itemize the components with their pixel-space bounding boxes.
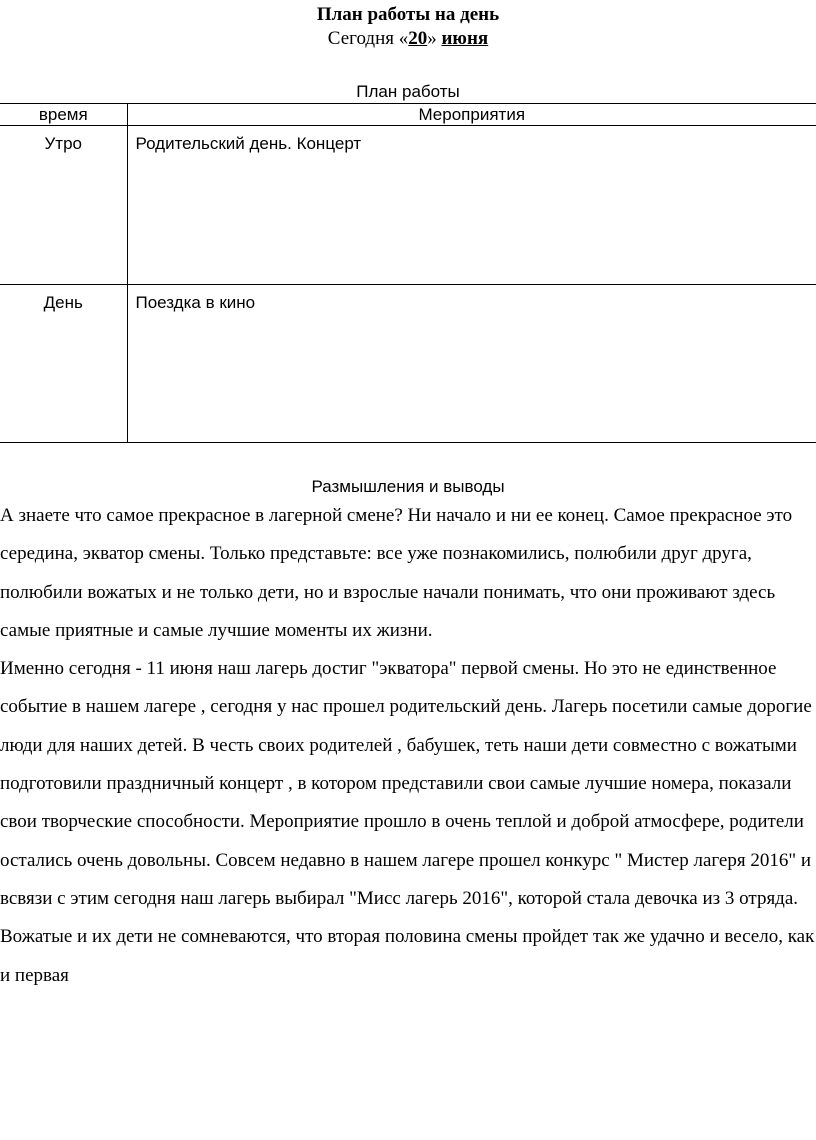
date-day: 20 bbox=[408, 28, 428, 49]
event-cell: Родительский день. Концерт bbox=[127, 126, 816, 285]
column-header-events: Мероприятия bbox=[127, 104, 816, 126]
time-cell: Утро bbox=[0, 126, 127, 285]
date-month: июня bbox=[441, 28, 489, 49]
plan-caption: План работы bbox=[356, 82, 460, 101]
table-row bbox=[0, 126, 816, 285]
column-header-time: время bbox=[0, 104, 127, 126]
date-line bbox=[0, 27, 816, 51]
event-cell: Поездка в кино bbox=[127, 285, 816, 443]
table-header-row bbox=[0, 104, 816, 126]
date-prefix: Сегодня « bbox=[327, 28, 409, 49]
paragraph: А знаете что самое прекрасное в лагерной смене? Ни начало и ни ее конец. Самое прекрасное это середина, экватор смены. Только представьте: все уже познакомились, полюбили друг друга, полюбили вожатых и не только дети, но и взрослые начали понимать, что они проживают здесь самые приятные и самые лучшие моменты их жизни. bbox=[0, 505, 793, 641]
date-mid: » bbox=[427, 28, 442, 49]
time-cell: День bbox=[0, 285, 127, 443]
paragraph: Именно сегодня - 11 июня наш лагерь достиг "экватора" первой смены. Но это не единственное событие в нашем лагере , сегодня у нас прошел родительский день. Лагерь посетили самые дорогие люди для наших детей. В честь своих родителей , бабушек, теть наши дети совместно с вожатыми подготовили праздничный концерт , в котором представили свои самые лучшие номера, показали свои творческие способности. Мероприятие прошло в очень теплой и доброй атмосфере, родители остались очень довольны. Совсем недавно в нашем лагере прошел конкурс " Мистер лагеря 2016" и всвязи с этим сегодня наш лагерь выбирал "Мисс лагерь 2016", которой стала девочка из 3 отряда. bbox=[0, 658, 812, 909]
table-row bbox=[0, 285, 816, 443]
paragraph: Вожатые и их дети не сомневаются, что вторая половина смены пройдет так же удачно и весело, как и первая bbox=[0, 926, 815, 986]
page-title: План работы на день bbox=[316, 4, 500, 25]
reflections-body bbox=[0, 497, 816, 995]
reflections-title: Размышления и выводы bbox=[311, 477, 505, 496]
plan-table bbox=[0, 103, 816, 443]
